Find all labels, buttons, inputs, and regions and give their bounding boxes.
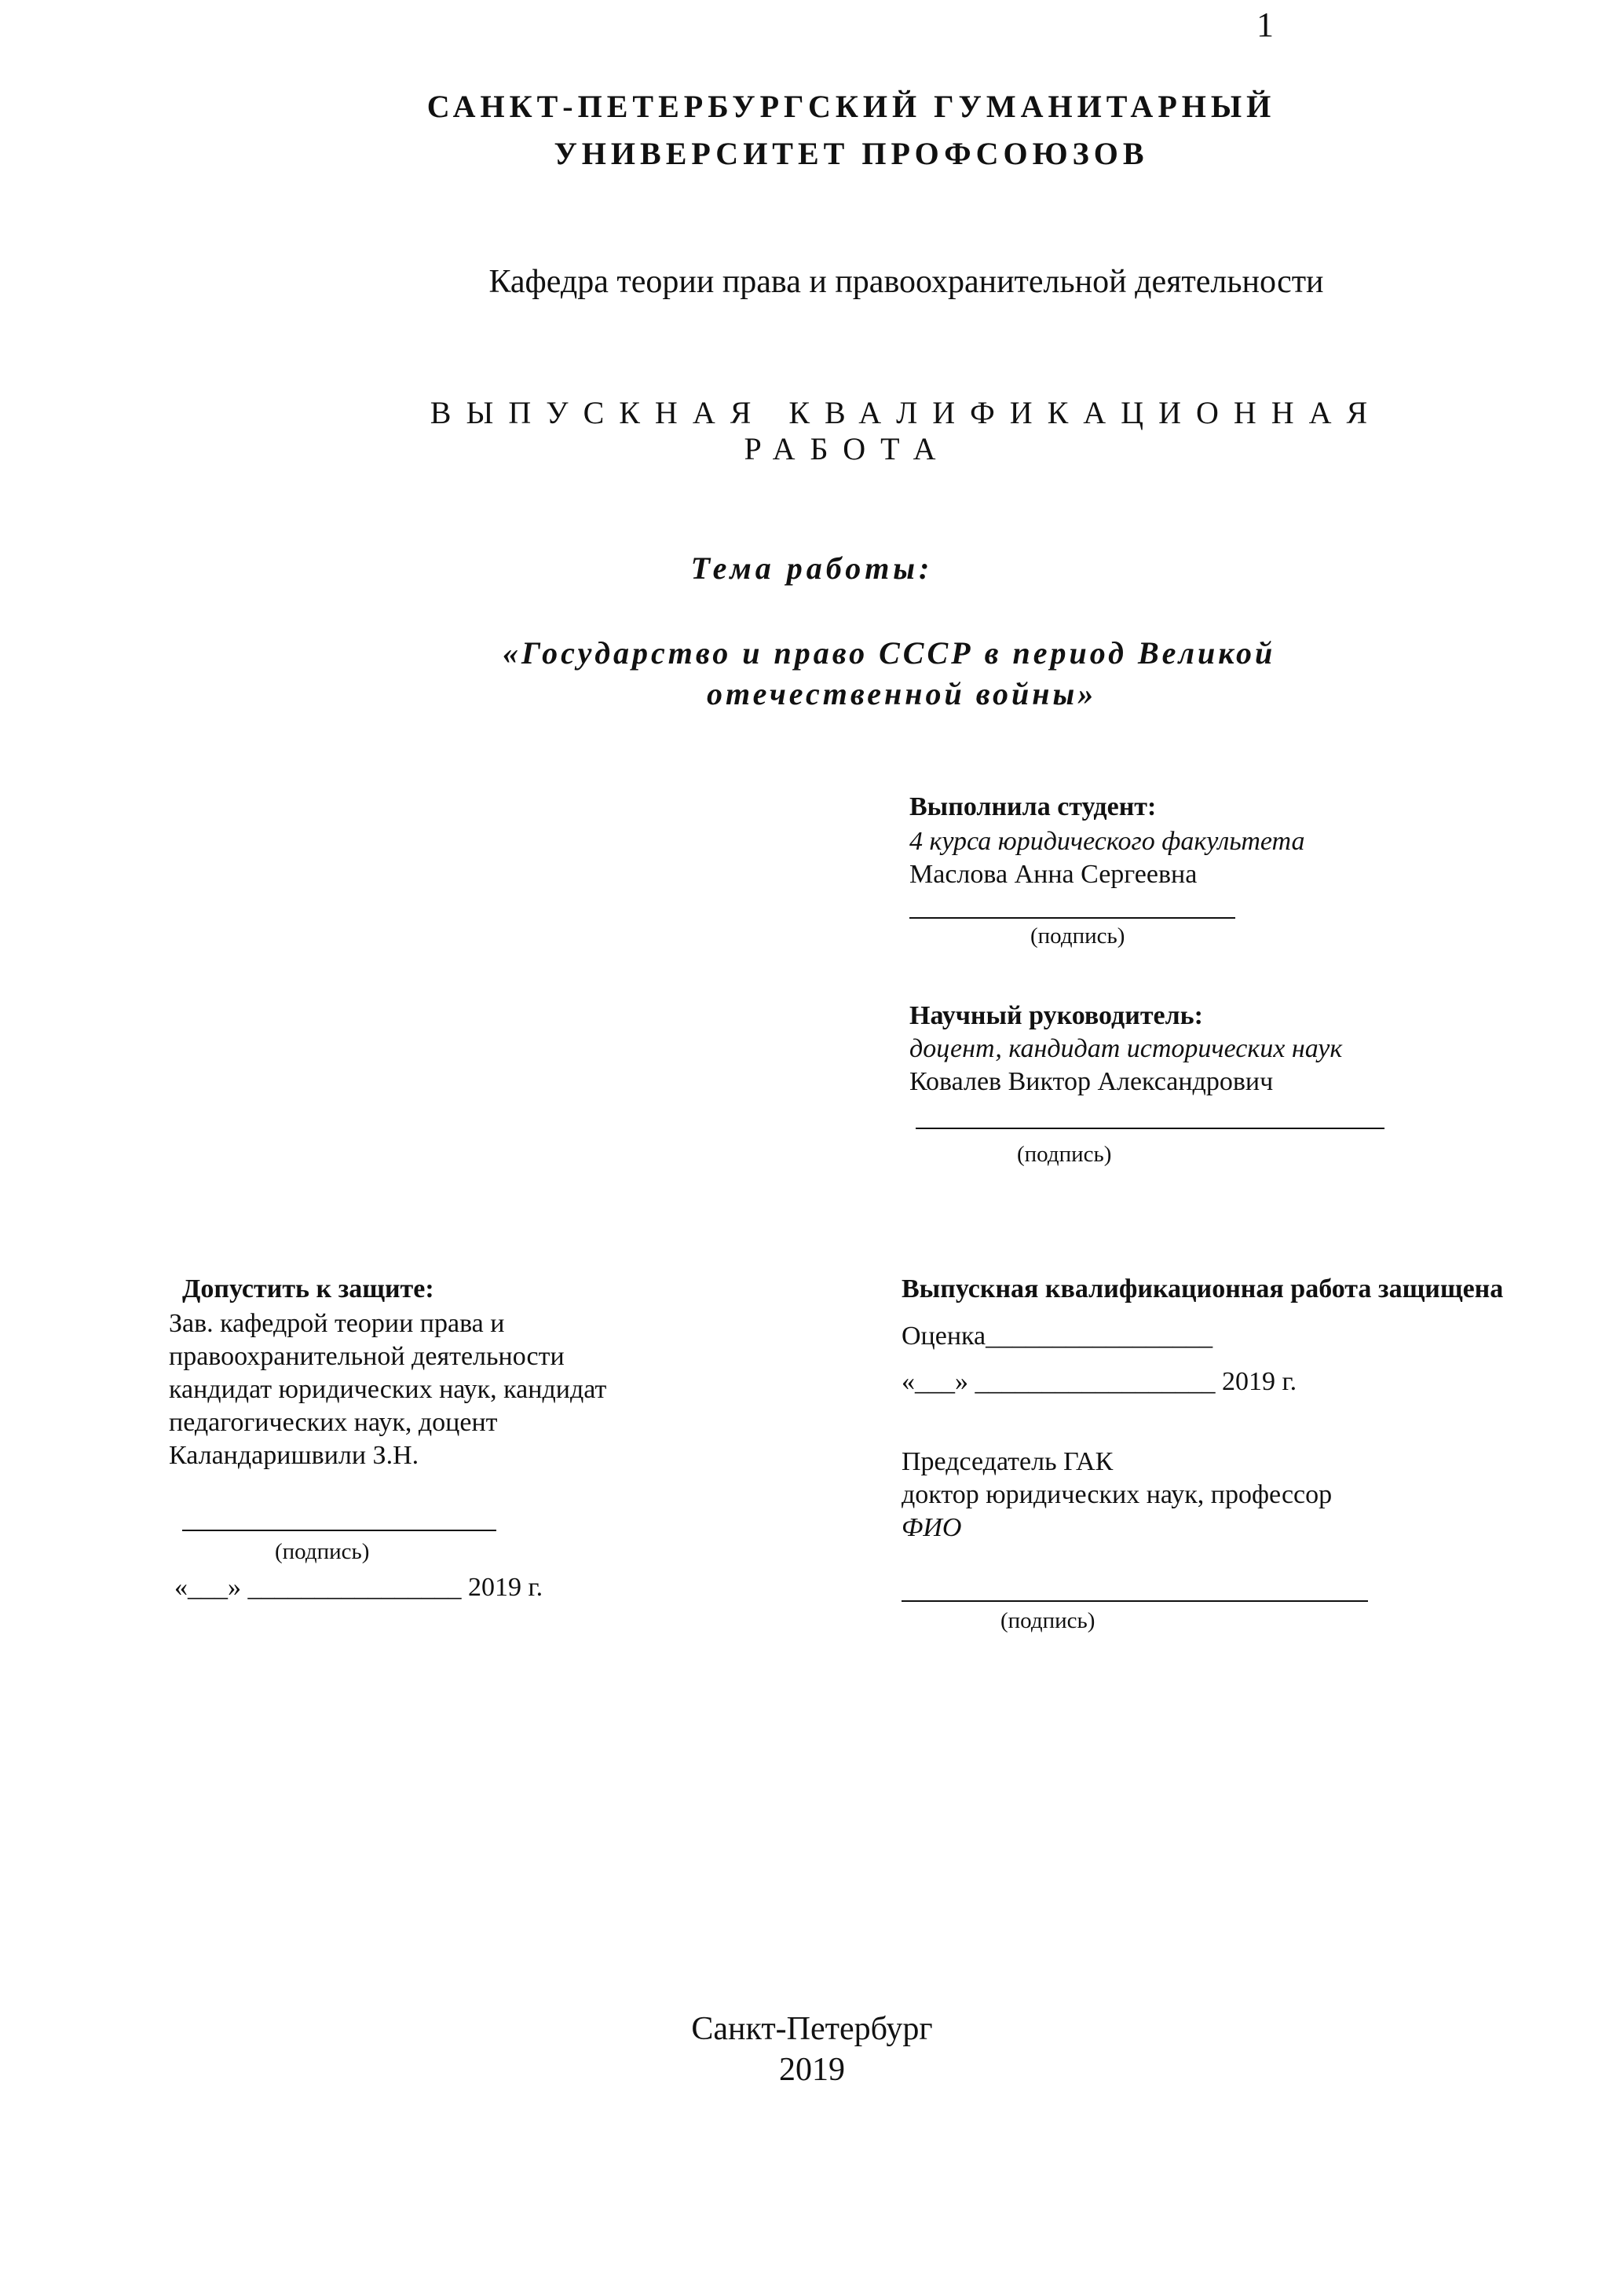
admission-line-5: Каландаришвили З.Н. xyxy=(169,1441,419,1470)
defense-signature-line xyxy=(902,1600,1368,1602)
defense-chair-name: ФИО xyxy=(902,1513,962,1542)
admission-heading: Допустить к защите: xyxy=(182,1274,434,1303)
supervisor-title: доцент, кандидат исторических наук xyxy=(909,1034,1343,1063)
admission-line-2: правоохранительной деятельности xyxy=(169,1342,565,1371)
defense-chair-title: Председатель ГАК xyxy=(902,1447,1114,1476)
student-signature-line xyxy=(909,917,1235,919)
theme-title-line-2: отечественной войны» xyxy=(707,676,1097,711)
supervisor-heading: Научный руководитель: xyxy=(909,1001,1203,1030)
footer-year: 2019 xyxy=(779,2052,845,2088)
admission-line-3: кандидат юридических наук, кандидат xyxy=(169,1375,607,1404)
defense-signature-caption: (подпись) xyxy=(1000,1608,1095,1633)
work-type-line-1: ВЫПУСКНАЯ КВАЛИФИКАЦИОННАЯ xyxy=(430,395,1383,430)
student-heading: Выполнила студент: xyxy=(909,792,1157,821)
admission-line-1: Зав. кафедрой теории права и xyxy=(169,1309,505,1338)
footer-city: Санкт-Петербург xyxy=(691,2011,933,2047)
admission-signature-caption: (подпись) xyxy=(275,1539,370,1564)
university-name-line-1: САНКТ-ПЕТЕРБУРГСКИЙ ГУМАНИТАРНЫЙ xyxy=(426,89,1276,124)
student-signature-caption: (подпись) xyxy=(1030,923,1125,949)
supervisor-name: Ковалев Виктор Александрович xyxy=(909,1067,1274,1096)
admission-signature-line xyxy=(182,1530,496,1531)
theme-title-line-1: «Государство и право СССР в период Великой xyxy=(503,635,1276,671)
work-type-line-2: РАБОТА xyxy=(744,431,951,466)
university-name-line-2: УНИВЕРСИТЕТ ПРОФСОЮЗОВ xyxy=(554,136,1149,171)
defense-heading: Выпускная квалификационная работа защищена xyxy=(902,1274,1504,1303)
student-course: 4 курса юридического факультета xyxy=(909,827,1305,856)
supervisor-signature-line xyxy=(916,1128,1384,1129)
supervisor-signature-caption: (подпись) xyxy=(1017,1142,1112,1167)
admission-line-4: педагогических наук, доцент xyxy=(169,1408,498,1437)
defense-date-line: «___» __________________ 2019 г. xyxy=(902,1367,1297,1396)
department-name: Кафедра теории права и правоохранительной деятельности xyxy=(488,264,1324,300)
theme-label: Тема работы: xyxy=(690,550,934,586)
page-number: 1 xyxy=(1256,5,1274,44)
student-name: Маслова Анна Сергеевна xyxy=(909,860,1198,889)
defense-chair-degree: доктор юридических наук, профессор xyxy=(902,1480,1333,1509)
defense-grade-line: Оценка_________________ xyxy=(902,1322,1213,1351)
admission-date-line: «___» ________________ 2019 г. xyxy=(174,1573,543,1602)
